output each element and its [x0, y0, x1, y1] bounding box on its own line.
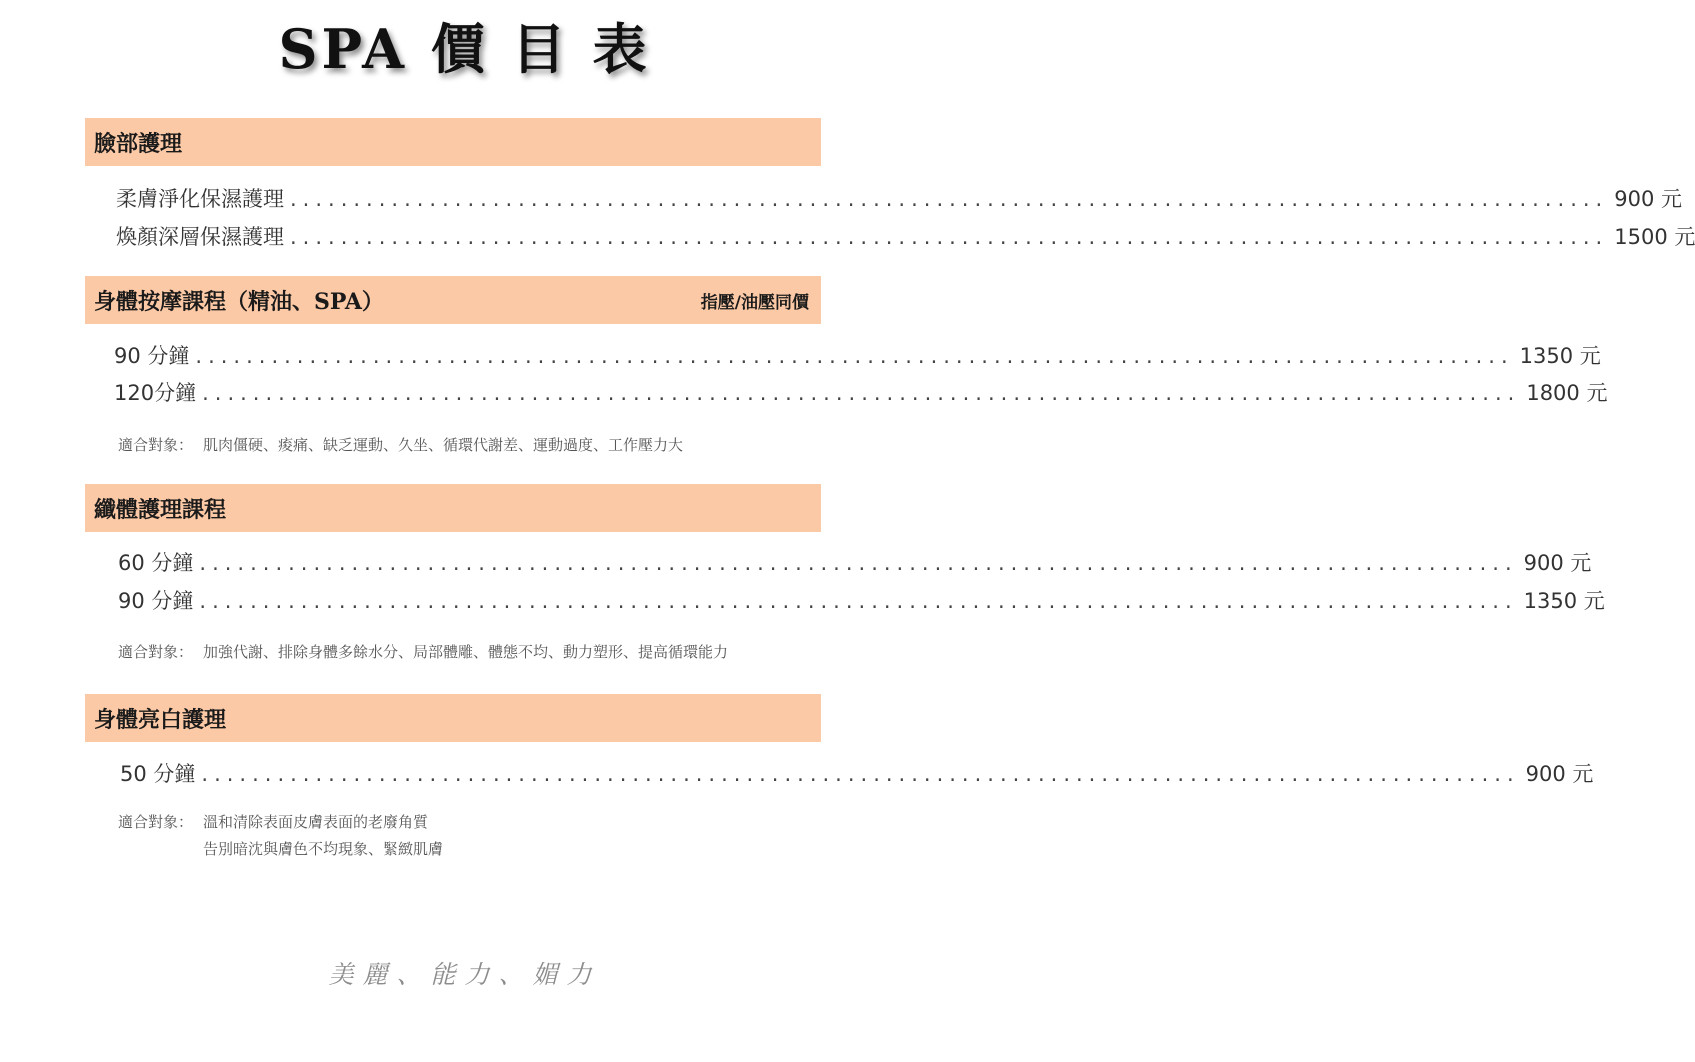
suitable-text: 肌肉僵硬、痠痛、缺乏運動、久坐、循環代謝差、運動過度、工作壓力大: [203, 436, 684, 454]
item-price: 1800 元: [1526, 381, 1608, 405]
section-title: 身體按摩課程（精油、SPA）: [94, 288, 384, 315]
dot-leader: ........................................................................................................: [199, 551, 1518, 575]
item-name: 90 分鐘: [114, 344, 190, 368]
section-header-facial: [85, 118, 821, 166]
item-price: 1500 元: [1614, 225, 1695, 249]
page-title: SPA 價 目 表: [278, 17, 651, 81]
item-name: 90 分鐘: [118, 589, 194, 613]
section-title: 纖體護理課程: [94, 496, 227, 523]
suitable-for-note: [118, 639, 728, 666]
dot-leader: ........................................................................................................: [195, 344, 1514, 368]
section-note: 指壓/油壓同價: [700, 292, 809, 313]
section-header-slimming: [85, 484, 821, 532]
dot-leader: ........................................................................................................: [290, 225, 1609, 249]
suitable-label: 適合對象：: [118, 813, 194, 831]
section-header-body-massage: [85, 276, 821, 324]
price-row: [120, 759, 1594, 789]
dot-leader: ........................................................................................................: [202, 381, 1521, 405]
item-price: 1350 元: [1519, 344, 1601, 368]
suitable-text: 加強代謝、排除身體多餘水分、局部體雕、體態不均、動力塑形、提高循環能力: [203, 643, 729, 661]
dot-leader: ........................................................................................................: [290, 187, 1609, 211]
section-title: 身體亮白護理: [94, 706, 227, 733]
item-name: 60 分鐘: [118, 551, 194, 575]
dot-leader: ........................................................................................................: [199, 589, 1518, 613]
section-header-body-whitening: [85, 694, 821, 742]
suitable-text-line2: 告別暗沈與膚色不均現象、緊緻肌膚: [203, 840, 444, 858]
item-price: 900 元: [1525, 762, 1594, 786]
suitable-label: 適合對象：: [118, 643, 194, 661]
item-price: 1350 元: [1523, 589, 1605, 613]
item-price: 900 元: [1523, 551, 1592, 575]
price-row: [118, 586, 1605, 616]
item-name: 50 分鐘: [120, 762, 196, 786]
price-row: [114, 378, 1608, 408]
price-row: [118, 548, 1592, 578]
suitable-text: 溫和清除表面皮膚表面的老廢角質: [203, 813, 429, 831]
suitable-for-note: [118, 809, 443, 863]
dot-leader: ........................................................................................................: [201, 762, 1520, 786]
price-row: [116, 184, 1682, 214]
item-name: 120分鐘: [114, 381, 197, 405]
suitable-for-note: [118, 432, 683, 459]
price-row: [116, 222, 1695, 252]
footer-slogan: 美麗、能力、媚力: [328, 960, 601, 989]
suitable-label: 適合對象：: [118, 436, 194, 454]
item-price: 900 元: [1614, 187, 1682, 211]
price-row: [114, 341, 1601, 371]
item-name: 煥顏深層保濕護理: [116, 225, 284, 249]
item-name: 柔膚淨化保濕護理: [116, 187, 284, 211]
section-title: 臉部護理: [94, 130, 183, 157]
